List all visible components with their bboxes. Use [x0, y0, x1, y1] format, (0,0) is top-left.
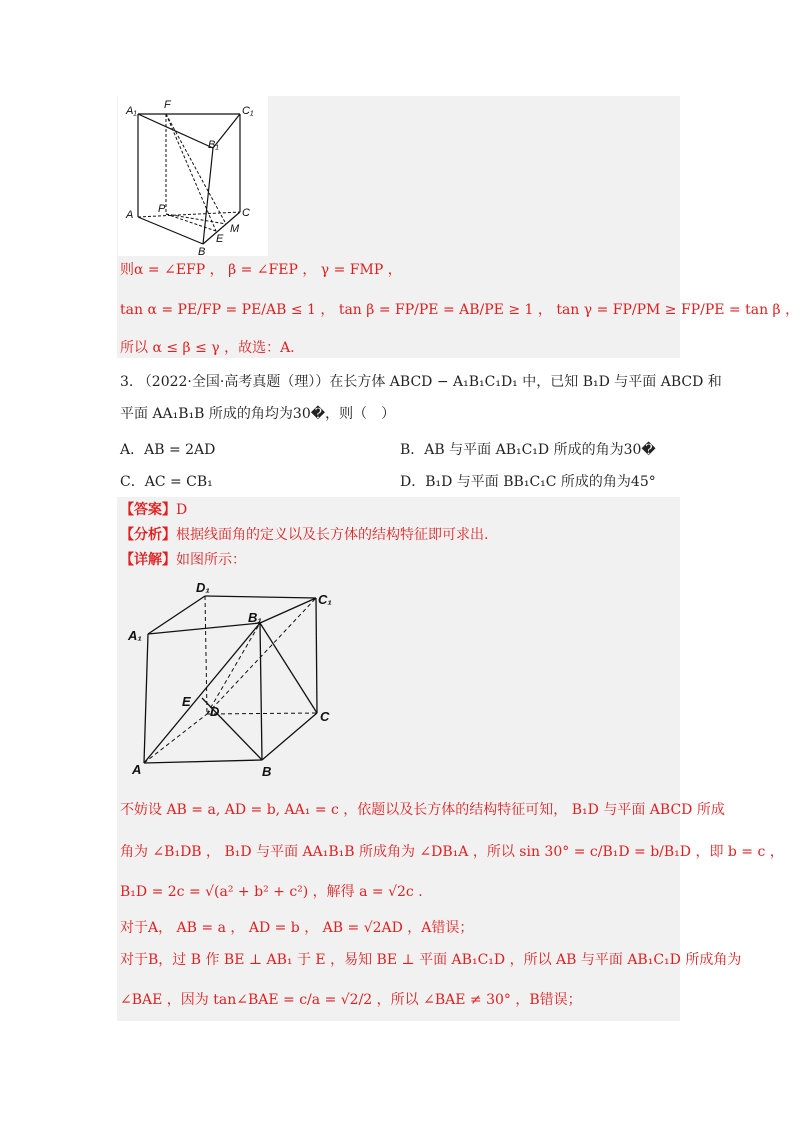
label-D1: D₁: [196, 580, 210, 595]
label-A-b: A: [132, 762, 142, 777]
option-c: C．AC = CB₁: [120, 474, 213, 490]
option-d: D．B₁D 与平面 BB₁C₁C 所成的角为45°: [400, 474, 656, 490]
question3-stem-2: 平面 AA₁B₁B 所成的角均为30�，则（ ）: [120, 406, 396, 422]
sol1-line2: tan α = PE/FP = PE/AB ≤ 1 ， tan β = FP/PE = AB/PE ≥ 1 ， tan γ = FP/PM ≥ FP/PE = tan β ，: [120, 302, 800, 318]
label-C-b: C: [320, 709, 330, 724]
answer-value: D: [176, 502, 188, 518]
solution-line-2: 角为 ∠B₁DB ， B₁D 与平面 AA₁B₁B 所成角为 ∠DB₁A ，所以 sin 30° = c/B₁D = b/B₁D ，即 b = c ，: [120, 844, 784, 860]
label-F: F: [164, 99, 171, 111]
solution-line-5: 对于B，过 B 作 BE ⊥ AB₁ 于 E ，易知 BE ⊥ 平面 AB₁C₁D ，所以 AB 与平面 AB₁C₁D 所成角为: [120, 952, 742, 968]
label-P: P: [158, 203, 166, 215]
detail-tag: 【详解】: [120, 552, 176, 568]
cuboid-figure: [120, 578, 350, 788]
label-M: M: [230, 223, 240, 235]
solution-line-4: 对于A， AB = a ， AD = b ， AB = √2AD ，A错误；: [120, 920, 474, 936]
label-E-b: E: [182, 694, 191, 709]
answer-tag: 【答案】: [120, 502, 176, 518]
label-A1-b: A₁: [128, 628, 142, 643]
label-A1: A₁: [126, 105, 137, 117]
label-A: A: [126, 209, 134, 221]
option-b: B．AB 与平面 AB₁C₁D 所成的角为30�: [400, 442, 656, 458]
detail-line: [120, 550, 246, 570]
sol1-line1: 则α = ∠EFP ， β = ∠FEP ， γ = FMP ，: [120, 262, 402, 278]
label-B-b: B: [262, 764, 272, 779]
solution-line-1: 不妨设 AB = a, AD = b, AA₁ = c ，依题以及长方体的结构特征可知， B₁D 与平面 ABCD 所成: [120, 802, 725, 818]
prism-figure: [118, 96, 268, 256]
label-C1: C₁: [242, 105, 254, 117]
analysis-text: 根据线面角的定义以及长方体的结构特征即可求出.: [176, 527, 489, 543]
label-C1-b: C₁: [318, 592, 332, 607]
label-B: B: [198, 246, 206, 256]
option-a: A．AB = 2AD: [120, 442, 216, 458]
label-C: C: [242, 207, 250, 219]
question3-stem-1: 3. （2022·全国·高考真题（理））在长方体 ABCD − A₁B₁C₁D₁ 中，已知 B₁D 与平面 ABCD 和: [120, 374, 722, 390]
detail-text: 如图所示：: [176, 552, 246, 568]
analysis-line: [120, 525, 488, 545]
sol1-line3: 所以 α ≤ β ≤ γ ，故选：A.: [120, 340, 295, 356]
answer-line: [120, 500, 187, 520]
solution-line-3: B₁D = 2c = √(a² + b² + c²) ，解得 a = √2c .: [120, 884, 423, 900]
label-E: E: [216, 233, 224, 245]
label-B1: B₁: [208, 139, 219, 151]
solution-line-6: ∠BAE ，因为 tan∠BAE = c/a = √2/2 ，所以 ∠BAE ≠ 30° ，B错误；: [120, 992, 582, 1008]
label-B1-b: B₁: [248, 610, 262, 625]
analysis-tag: 【分析】: [120, 527, 176, 543]
label-D-b: D: [210, 704, 220, 719]
